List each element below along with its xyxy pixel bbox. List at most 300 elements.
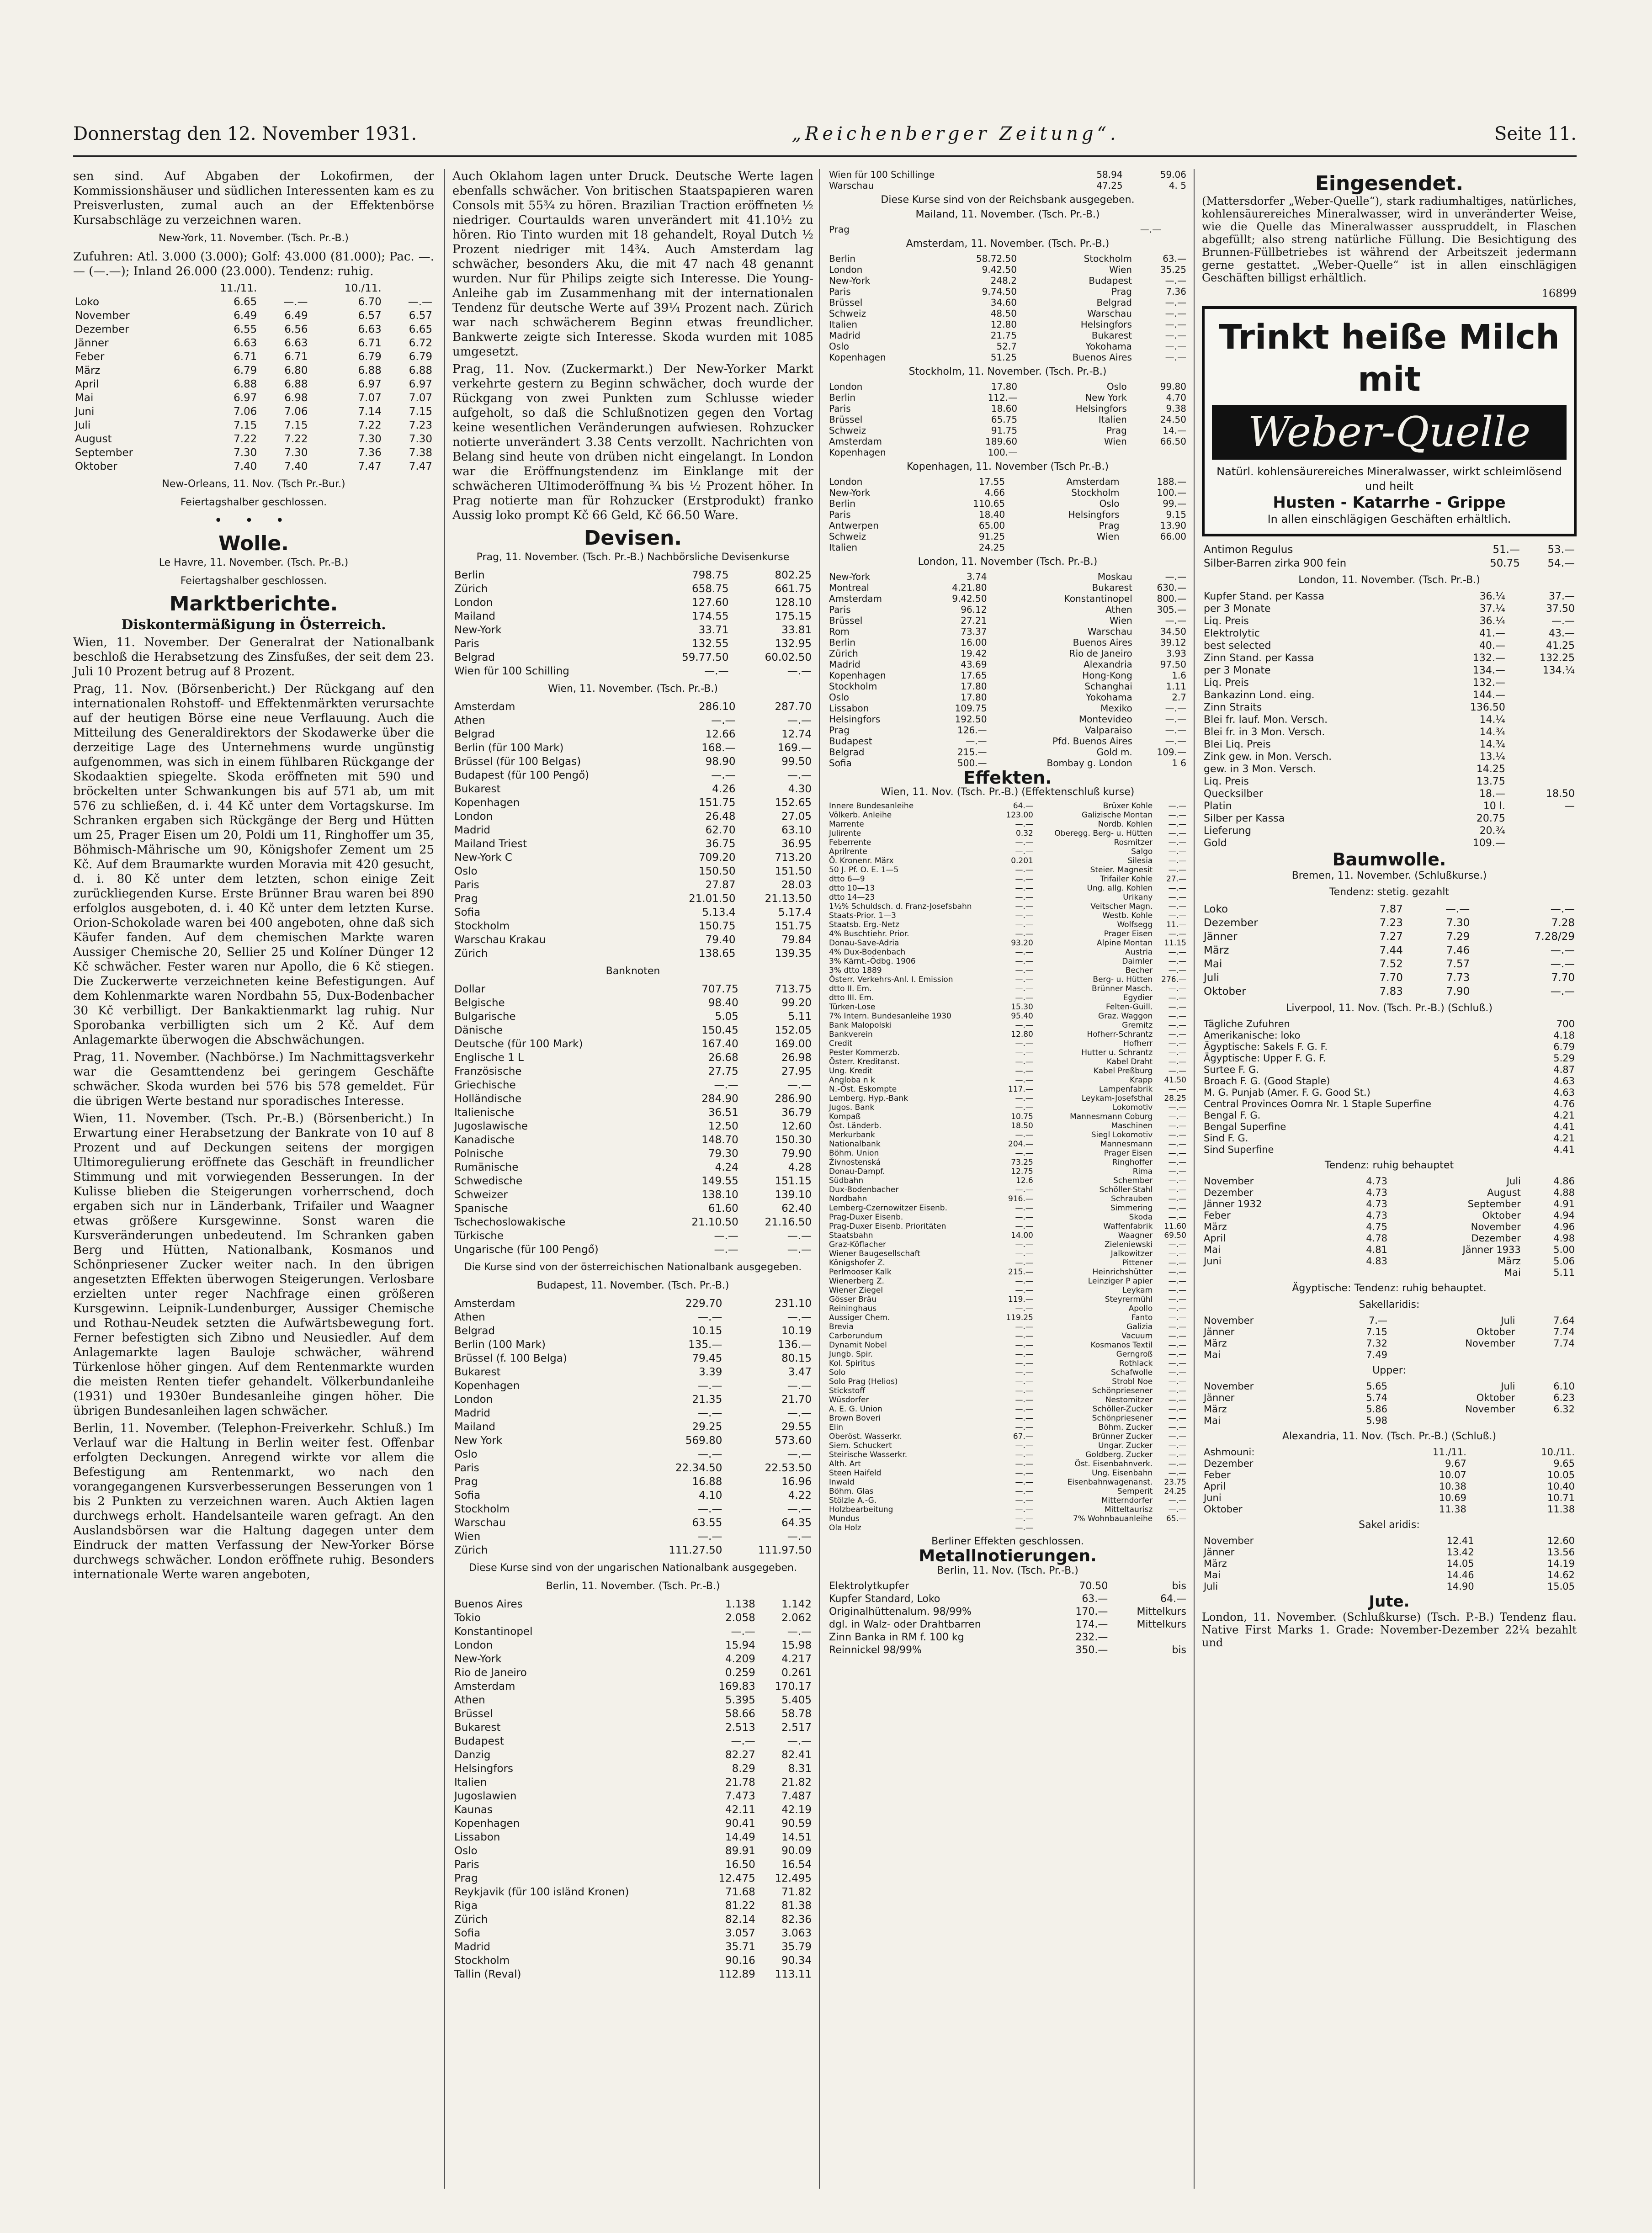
prag-devisen-cell: 174.55 [692,610,729,622]
eingesendet-heading: Eingesendet. [1315,172,1464,195]
wien-top-cell: 4. 5 [1169,180,1186,191]
budapest-title: Budapest, 11. November. (Tsch. Pr.-B.) [537,1280,729,1291]
mailand-cell: —.— [1140,224,1162,235]
berlin-devisen-cell: Brüssel [454,1708,493,1720]
liverpool-futures-cell: 5.06 [1553,1256,1575,1267]
berlin-devisen-cell: 42.19 [781,1804,812,1816]
upper-cell: Mai [1204,1415,1221,1426]
sakellaridis-row [1202,1315,1577,1326]
amsterdam-cell: —.— [1165,297,1186,308]
effekten-row [827,1459,1188,1469]
bremen-row [1202,944,1577,957]
berlin-devisen-row [452,1858,813,1872]
effekten-cell: Öst. Eisenbahnverk. [1074,1459,1153,1469]
effekten-cell: —.— [1015,820,1033,829]
effekten-row [827,939,1188,948]
london-devisen-cell: 1.11 [1166,681,1186,692]
london-devisen-cell: 1 6 [1172,758,1186,769]
banknoten-row [452,1065,813,1078]
liverpool-futures-cell: September [1467,1199,1521,1209]
wien-devisen-cell: Stockholm [454,920,510,932]
ny-cotton-cell: April [75,378,99,390]
banknoten-cell: 36.79 [781,1107,812,1119]
wien-devisen-cell: 36.95 [781,838,812,850]
jute-text: London, 11. November. (Schlußkurse) (Tsch. P.-B.) Tendenz flau. Native First Marks 1. Grade: November-Dezember 22¼ bezahlt und [1202,1611,1577,1649]
bremen-cell: 7.28/29 [1534,931,1575,943]
effekten-cell: 95.40 [1011,1012,1033,1021]
london-metal-cell: 14.¼ [1479,714,1505,726]
ny-cotton-row [73,323,434,336]
banknoten-cell: Rumänische [454,1162,519,1173]
bremen-row [1202,971,1577,985]
effekten-cell: —.— [1015,984,1033,993]
kopenhagen-cell: 9.15 [1166,509,1186,520]
bremen-cell: Juli [1204,972,1220,984]
upper-cell: 5.86 [1366,1404,1387,1415]
effekten-row [827,1012,1188,1021]
berlin-devisen-row [452,1611,813,1625]
budapest-cell: Kopenhagen [454,1380,520,1392]
berlin-devisen-cell: 4.209 [725,1653,755,1665]
effekten-cell: —.— [1168,811,1186,820]
prag-devisen-cell: Belgrad [454,652,495,663]
effekten-row [827,1213,1188,1222]
effekten-cell: —.— [1168,948,1186,957]
effekten-cell: —.— [1168,1057,1186,1066]
sakellaridis-cell: 7.49 [1366,1349,1387,1360]
banknoten-cell: —.— [714,1244,738,1256]
effekten-cell [1035,1523,1154,1533]
effekten-cell: —.— [1015,957,1033,966]
wien-devisen-cell: 12.74 [781,728,812,740]
banknoten-row [452,1133,813,1147]
banknoten-cell: —.— [787,1079,812,1091]
wien-devisen-cell: 169.— [777,742,812,754]
effekten-cell: —.— [1015,1450,1033,1459]
ny-cotton-table [73,281,434,473]
liverpool-futures-cell: Dezember [1204,1187,1254,1198]
effekten-cell: dtto III. Em. [829,993,874,1002]
effekten-cell: Oberöst. Wasserkr. [829,1432,902,1441]
london-metal-row [1202,714,1577,726]
stockholm-row [827,403,1188,414]
banknoten-cell: 169.00 [775,1038,812,1050]
metall-cell: Kupfer Standard, Loko [829,1593,940,1605]
effekten-cell: Elin [829,1423,843,1432]
effekten-cell: —.— [1015,1405,1033,1414]
effekten-row [827,1505,1188,1514]
effekten-cell: 117.— [1008,1085,1033,1094]
london-metal-cell: 41.25 [1546,640,1575,652]
effekten-cell: —.— [1015,993,1033,1002]
amsterdam-cell: Brüssel [829,297,863,308]
effekten-row [827,1076,1188,1085]
budapest-row [452,1365,813,1379]
effekten-row [827,1240,1188,1249]
upper-head: Upper: [1372,1365,1406,1376]
effekten-cell: dtto 6—9 [829,875,865,884]
stockholm-cell: Wien [1104,436,1127,447]
london-devisen-cell: 1.6 [1172,670,1186,681]
effekten-cell: —.— [1015,1149,1033,1158]
london-devisen-table [827,571,1188,769]
effekten-cell: Ringhoffer [1112,1158,1153,1167]
prag-devisen-cell: —.— [704,665,729,677]
effekten-cell: Stickstoff [829,1386,866,1395]
article-wien-boerse: Wien, 11. November. (Tsch. Pr.-B.) (Börsenbericht.) In Erwartung einer Herabsetzung der Bankrate von 10 auf 8 Prozent und auf Deckungen seitens der morgigen Ultimoregulierung eröffnete das Geschäft in freundlicher Stimmung und mit vorwiegenden Besserungen. In der Kulisse blieben die Steigerungen vorherrschend, doch ergaben sich nur in Länderbank, Trifailer und Waagner etwas größere Kursgewinne. Sonst waren die Kursveränderungen unbedeutend. Im Schranken gaben Berg und Hütten, Nationalbank, Kosmanos und Schönpriesener Zucker weiter nach. In den übrigen angesetzten Effekten überwogen Steigerungen. Verlosbare erzielten unter reger Nachfrage einen größeren Kursgewinn. Leipnik-Lundenburger, Aussiger Chemische und Rothau-Neudek setzten die Aufwärtsbewegung fort. Ferner befestigten sich Zibno und Neusiedler. Auf dem Anlagemarkte lagen Bauloje schwächer, während Türkenlose höher gingen. Auf dem Rentenmarkte wurden die meisten Renten tiefer gehandelt. Völkerbundanleihe (1931) und 1930er Bundesanleihe gingen höher. Die übrigen Bundesanleihen lagen schwächer. [73,1112,434,1418]
wien-devisen-cell: Bukarest [454,783,501,795]
wien-devisen-cell: 5.17.4 [778,907,812,918]
effekten-cell: —.— [1015,1304,1033,1313]
wien-devisen-cell: 28.03 [781,879,812,891]
ny-cotton-cell: 6.56 [284,324,308,335]
bremen-cell: 7.29 [1446,931,1470,943]
effekten-row [827,966,1188,975]
banknoten-row [452,1051,813,1065]
kopenhagen-cell: 65.00 [978,520,1005,531]
column-2 [452,169,813,1981]
berlin-devisen-row [452,1597,813,1611]
london-devisen-cell: Zürich [829,648,858,659]
liverpool-row [1202,1087,1577,1098]
budapest-cell: Bukarest [454,1366,501,1378]
sakel-row [1202,1535,1577,1547]
budapest-cell: 231.10 [775,1298,812,1310]
stockholm-cell: 65.75 [991,414,1018,425]
sakel-row [1202,1581,1577,1592]
ny-cotton-cell: 7.38 [409,447,432,459]
bremen-gezahlt: gezahlt [1412,886,1450,898]
kopenhagen-cell: Prag [1099,520,1120,531]
ny-cotton-cell: Juli [75,419,91,431]
effekten-cell: —.— [1168,1459,1186,1469]
effekten-cell: Gerngroß [1116,1350,1153,1359]
ny-cotton-cell: 6.63 [234,337,257,349]
effekten-cell: Oberegg. Berg- u. Hütten [1054,829,1153,838]
banknoten-cell: Spanische [454,1203,508,1215]
effekten-cell: —.— [1168,847,1186,856]
alexandria-row [1202,1481,1577,1492]
stockholm-table [827,381,1188,458]
liverpool-futures-cell: Dezember [1471,1233,1521,1244]
liverpool-futures-cell [1335,1267,1389,1278]
bremen-cell: —.— [1550,903,1575,915]
devisen-heading: Devisen. [584,526,682,550]
berlin-devisen-cell: 14.49 [725,1831,755,1843]
budapest-cell: 135.— [688,1339,722,1351]
london-metal-cell: 18.50 [1546,788,1575,800]
london-metal-cell: Liq. Preis [1204,677,1249,689]
london-devisen-cell: Warschau [1087,626,1132,637]
liverpool-futures-cell: August [1487,1187,1521,1198]
ny-cotton-row [73,419,434,432]
effekten-row [827,1140,1188,1149]
alexandria-cell: 11.38 [1547,1504,1575,1515]
sakellaridis-row [1202,1338,1577,1349]
ny-cotton-cell: 7.40 [234,461,257,472]
sakel-cell: 14.46 [1446,1570,1474,1581]
amsterdam-cell: 34.60 [990,297,1017,308]
liverpool-futures-cell: 5.00 [1553,1244,1575,1255]
berlin-devisen-cell: Danzig [454,1749,491,1761]
effekten-row [827,1423,1188,1432]
london-devisen-row [827,692,1188,703]
effekten-cell: —.— [1015,1021,1033,1030]
prag-devisen-cell: 60.02.50 [765,652,812,663]
wien-devisen-row [452,906,813,919]
budapest-row [452,1516,813,1530]
metall-cell: Elektrolytkupfer [829,1581,909,1592]
london-metal-cell: Zink gew. in Mon. Versch. [1204,751,1332,763]
effekten-cell: —.— [1168,993,1186,1002]
effekten-row [827,875,1188,884]
effekten-cell: Fanto [1131,1313,1153,1322]
london-devisen-cell: Bukarest [1092,582,1132,593]
effekten-cell: —.— [1168,1140,1186,1149]
wien-devisen-cell: New-York C [454,852,512,864]
effekten-cell: Silesia [1127,856,1153,865]
prag-devisen-cell: Paris [454,638,479,650]
effekten-cell: —.— [1015,1386,1033,1395]
liverpool-futures-cell [1202,1267,1335,1278]
amsterdam-row [827,341,1188,352]
article-prag-boerse: Prag, 11. Nov. (Börsenbericht.) Der Rückgang auf den internationalen Rohstoff- und Effektenmärkten verursachte auf der heutigen Börse eine neue Verflauung. Auch die Mitteilung des Generaldirektors der Skodawerke über die derzeitige Lage des Unternehmens wurde ungünstig aufgenommen, was sich in einem fühlbaren Rückgange der Skodaaktien spiegelte. Skoda eröffneten mit 590 und bröckelten unter Schwankungen bis auf 571 ab, um mit 576 zu schließen, d. i. 44 Kč unter dem Vortagskurse. Im Schranken ergaben sich Rückgänge der Berg und Hütten um 25, Prager Eisen um 20, Poldi um 11, Ringhoffer um 35, Böhmisch-Mährische um 90, Königshofer Zement um 25 Kč. Auf dem Braumarkte wurden Moravia mit 420 gesucht, d. i. 80 Kč unter dem letzten, schon einige Zeit zurückliegenden Kurse. Erste Brünner Brau waren bei 890 erfolglos ausgeboten, d. i. 40 Kč unter dem letzten Kurse. Orion-Schokolade waren bei 400 angeboten, ohne daß sich Käufer fanden. Auf dem chemischen Markte waren Aussiger Chemische 20, Sellier 25 und Kolíner Dünger 12 Kč schwächer. Fester waren nur Apollo, die 6 Kč stiegen. Die Zuckerwerte verzeichneten keine Befestigungen. Auf dem Kohlenmarkte waren Nordbahn 55, Dux-Bodenbacher 30 Kč verbilligt. Der Bankaktienmarkt lag ruhig. Nur Sporobanka verbilligten sich um 2 Kč. Auf dem Anlagemarkte überwogen die Abschwächungen. [73,682,434,1047]
london-metal-cell: 36.¼ [1479,615,1505,627]
effekten-row [827,1514,1188,1523]
ny-title: New-York, 11. November. (Tsch. Pr.-B.) [158,233,349,244]
berlin-devisen-title: Berlin, 11. November. (Tsch. Pr.-B.) [546,1581,720,1592]
berlin-devisen-cell: 90.41 [725,1818,755,1830]
effekten-cell: Rothlack [1119,1359,1153,1368]
wien-devisen-cell: 138.65 [699,948,736,960]
effekten-cell: Egydier [1123,993,1153,1002]
effekten-cell: Gösser Bräu [829,1295,876,1304]
ny-cotton-cell: Oktober [75,461,117,472]
effekten-cell: Aussiger Chem. [829,1313,890,1322]
liverpool-futures-cell: 4.73 [1366,1187,1387,1198]
effekten-cell: Steier. Magnesit [1090,865,1153,875]
effekten-cell: —.— [1168,957,1186,966]
effekten-cell: Austria [1125,948,1153,957]
effekten-cell: Wienerberg Z. [829,1277,885,1286]
ny-cotton-cell: 6.98 [284,392,308,404]
prag-devisen-cell: 132.95 [775,638,812,650]
effekten-row [827,1204,1188,1213]
upper-cell [1389,1415,1517,1427]
stockholm-cell: Helsingfors [1075,403,1127,414]
london-devisen-cell: 800.— [1157,593,1186,604]
london-devisen-cell: Bombay g. London [1046,758,1132,769]
alexandria-row [1202,1447,1577,1458]
effekten-cell: Böhm. Glas [829,1487,874,1496]
amsterdam-cell: 63.— [1163,253,1186,264]
effekten-cell: —.— [1168,929,1186,939]
berlin-devisen-row [452,1926,813,1940]
banknoten-cell: Dollar [454,983,486,995]
budapest-cell: Brüssel (f. 100 Belga) [454,1353,567,1364]
banknoten-cell: Französische [454,1066,522,1077]
london-devisen-cell: Kopenhagen [829,670,886,681]
effekten-cell: —.— [1015,1039,1033,1048]
effekten-cell: 65.— [1166,1514,1186,1523]
stockholm-cell: Italien [1098,414,1127,425]
ad-strong: Husten - Katarrhe - Grippe [1273,493,1506,512]
effekten-cell: —.— [1015,1057,1033,1066]
liverpool-futures-cell: 4.73 [1366,1199,1387,1209]
london-metal-row [1202,775,1577,788]
berlin-devisen-cell: Buenos Aires [454,1598,523,1610]
london-devisen-cell: —.— [1165,725,1186,736]
london-devisen-cell: Gold m. [1096,747,1132,758]
effekten-cell: —.— [1168,856,1186,865]
london-devisen-cell: Sofia [829,758,852,769]
london-devisen-cell: Brüssel [829,615,863,626]
liverpool-cell: 700 [1556,1018,1575,1029]
effekten-cell: Semperit [1117,1487,1153,1496]
effekten-cell: Bank Malopolski [829,1021,892,1030]
kopenhagen-row [827,509,1188,520]
london-devisen-row [827,736,1188,747]
effekten-cell: 3% Kärnt.-Ödbg. 1906 [829,957,916,966]
prag-devisen-cell: 661.75 [775,583,812,595]
berlin-devisen-row [452,1803,813,1817]
bremen-cell: 7.23 [1379,917,1403,929]
london-devisen-cell: Paris [829,604,851,615]
amsterdam-cell: 12.80 [990,319,1017,330]
bremen-row [1202,930,1577,944]
wien-devisen-cell: 151.75 [699,797,736,809]
wien-devisen-row [452,878,813,892]
london-metal-row [1202,726,1577,738]
wien-top-cell: 47.25 [1096,180,1123,191]
berlin-devisen-cell: 12.475 [718,1872,755,1884]
berlin-devisen-row [452,1666,813,1680]
london-devisen-cell: 9.42.50 [952,593,987,604]
banknoten-cell: Tschechoslowakische [454,1216,566,1228]
london-metal-cell: —.— [1551,615,1575,627]
amsterdam-table [827,253,1188,363]
effekten-row [827,865,1188,875]
banknoten-row [452,996,813,1010]
banknoten-table [452,982,813,1257]
effekten-cell: —.— [1168,1002,1186,1012]
effekten-cell: —.— [1168,801,1186,811]
alexandria-cell: 9.65 [1553,1458,1575,1469]
wien-devisen-title: Wien, 11. November. (Tsch. Pr.-B.) [548,683,718,695]
ny-cotton-cell: 7.07 [409,392,432,404]
prag-devisen-cell: 128.10 [775,597,812,609]
effekten-cell: Ung. Eisenbahn [1092,1469,1153,1478]
effekten-cell: 11.60 [1164,1222,1186,1231]
effekten-cell: Lemberg. Hyp.-Bank [829,1094,908,1103]
amsterdam-cell: —.— [1165,352,1186,363]
prag-devisen-row [452,596,813,610]
sakel-cell: 12.60 [1547,1535,1575,1546]
london-devisen-cell: 39.12 [1160,637,1186,648]
berlin-devisen-row [452,1652,813,1666]
liverpool-futures-row [1202,1233,1577,1244]
london-devisen-cell: —.— [1165,703,1186,714]
liverpool-cell: 5.29 [1553,1053,1575,1064]
banknoten-row [452,1229,813,1243]
budapest-cell: —.— [698,1503,722,1515]
amsterdam-cell: Paris [829,286,851,297]
effekten-cell: —.— [1015,1322,1033,1331]
london-devisen-cell: Budapest [829,736,872,747]
liverpool-cell: 4.76 [1553,1098,1575,1109]
kopenhagen-cell: Wien [1096,531,1120,542]
effekten-cell: 11.15 [1164,939,1186,948]
effekten-cell: —.— [1015,1359,1033,1368]
london-metal-cell: Kupfer Stand. per Kassa [1204,591,1324,602]
alexandria-cell: 11.38 [1439,1504,1466,1515]
effekten-cell: —.— [1015,1240,1033,1249]
liverpool-futures-cell: 4.83 [1366,1256,1387,1267]
effekten-cell: 0.32 [1016,829,1033,838]
berlin-devisen-cell: 8.31 [788,1763,812,1775]
berlin-devisen-cell: Italien [454,1777,487,1788]
berlin-devisen-cell: 112.89 [718,1968,755,1980]
stockholm-cell: Oslo [1106,381,1127,392]
antimon-cell: Silber-Barren zirka 900 fein [1204,557,1347,569]
effekten-cell: —.— [1015,1368,1033,1377]
london-metal-cell: Blei Liq. Preis [1204,739,1271,750]
effekten-cell: 215.— [1008,1268,1033,1277]
budapest-row [452,1543,813,1557]
liverpool-cell: Ägyptische: Sakels F. G. F. [1204,1041,1328,1052]
effekten-cell: —.— [1015,1048,1033,1057]
budapest-row [452,1461,813,1475]
wien-devisen-cell: 150.75 [699,920,736,932]
berlin-devisen-cell: 5.395 [725,1694,755,1706]
effekten-row [827,1121,1188,1130]
effekten-cell: —.— [1168,1277,1186,1286]
effekten-cell: 12.80 [1011,1030,1033,1039]
london-devisen-cell: Valparaiso [1085,725,1132,736]
effekten-cell: —.— [1168,1268,1186,1277]
ny-cotton-row [73,446,434,460]
berlin-devisen-cell: Sofia [454,1927,481,1939]
london-metal-cell: Blei fr. in 3 Mon. Versch. [1204,727,1325,738]
berlin-devisen-cell: 16.50 [725,1859,755,1871]
amsterdam-title: Amsterdam, 11. November. (Tsch. Pr.-B.) [906,238,1110,249]
london-metal-cell [1507,837,1577,849]
ny-cotton-cell: März [75,365,101,377]
budapest-cell: Belgrad [454,1325,495,1337]
ny-text: Zufuhren: Atl. 3.000 (3.000); Golf: 43.000 (81.000); Pac. —.— (—.—); Inland 26.000 (23.000). Tendenz: ruhig. [73,250,434,278]
alexandria-cell: 10.69 [1439,1492,1466,1503]
effekten-cell: A. E. G. Union [829,1405,882,1414]
budapest-cell: 22.53.50 [765,1462,812,1474]
effekten-cell: Marrente [829,820,864,829]
berlin-devisen-cell: Riga [454,1900,478,1912]
banknoten-row [452,1174,813,1188]
banknoten-row [452,1161,813,1174]
london-metal-cell: 37.¼ [1479,603,1505,615]
effekten-cell: Kosmanos Textil [1090,1341,1153,1350]
sakel-cell: 13.56 [1547,1547,1575,1558]
bremen-cell: Dezember [1204,917,1258,929]
upper-cell: Jänner [1204,1392,1235,1403]
budapest-cell: Oslo [454,1448,478,1460]
liverpool-futures-cell: 4.98 [1553,1233,1575,1244]
london-devisen-cell: 3.74 [967,571,987,582]
liverpool-tendenz: Tendenz: ruhig behauptet [1324,1160,1454,1171]
effekten-cell: —.— [1168,1505,1186,1514]
metall-row [827,1631,1188,1644]
wien-devisen-cell: Oslo [454,865,478,877]
effekten-cell: —.— [1015,1185,1033,1194]
